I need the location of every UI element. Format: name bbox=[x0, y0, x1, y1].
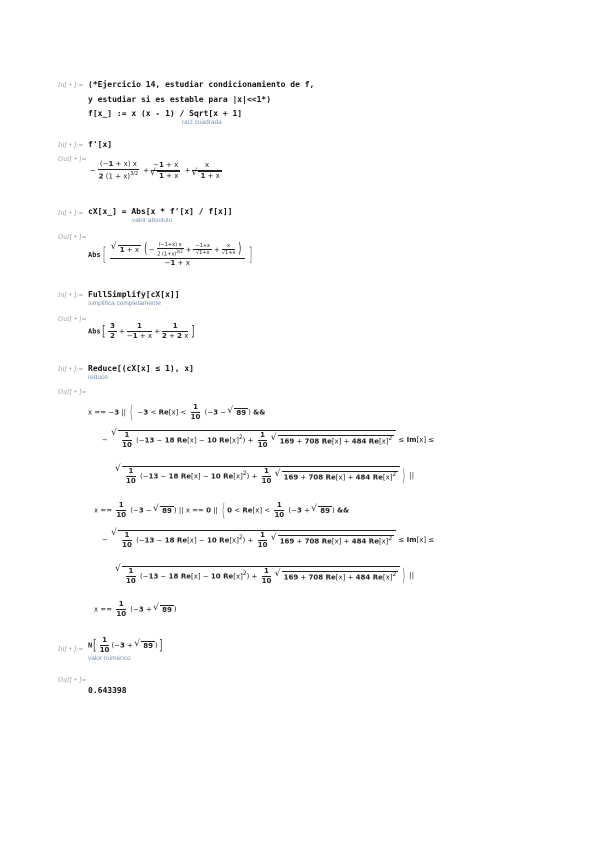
input-label: In[ • ]:= bbox=[58, 366, 84, 373]
reduce-output-line-5: − √ $\frac{1}{10}$ (−13 − 18 Re[x] − 10 $Re[x]^2$) + $\frac{1}{10}$ √ 169 + 708 Re[x] + 484 $Re[x]^2 \le Im[x]$ ≤ bbox=[102, 530, 434, 550]
input-label: In[ • ]:= bbox=[58, 646, 84, 653]
condition-number-output: Abs[ √ 1 + x (− $\frac{(-1+x) x}{2 (1+x)^{3/2}}$ + $\frac{-1+x}{√1+x}$ + $\frac{x}{√1+x}$ ) −1 + x ] bbox=[88, 242, 254, 268]
input-label: In[ • ]:= bbox=[58, 292, 84, 299]
reduce-output-line-4: x == $\frac{1}{10}$ (−3 − √ 89 ) || x == 0 || ( 0 < Re[x] < $\frac{1}{10}$ (−3 + √ 89 ) && bbox=[94, 500, 349, 521]
output-label: Out[ • ]= bbox=[58, 677, 87, 684]
fullsimplify-output: Abs[ $\frac{3}{2}$ + $\frac{1}{-1 + x}$ + $\frac{1}{2 + 2 x}$ ] bbox=[88, 322, 195, 340]
function-definition[interactable]: f[x_] := x (x - 1) / Sqrt[x + 1] bbox=[88, 109, 243, 118]
fullsimplify-input[interactable]: FullSimplify[cX[x]] bbox=[88, 290, 180, 299]
numeric-function[interactable]: N bbox=[88, 641, 93, 650]
output-label: Out[ • ]= bbox=[58, 234, 87, 241]
reduce-input[interactable]: Reduce[(cX[x] ≤ 1), x] bbox=[88, 364, 194, 373]
input-label: In[ • ]:= bbox=[58, 142, 84, 149]
sqrt-hint[interactable]: raíz cuadrada bbox=[182, 119, 222, 126]
numeric-result: 0.643398 bbox=[88, 686, 127, 695]
reduce-output-line-1: x == −3 || ( −3 < Re[x] < $\frac{1}{10}$ (−3 − √ 89 ) && bbox=[88, 402, 265, 423]
condition-number-definition[interactable]: cX[x_] = Abs[x * f'[x] / f[x]] bbox=[88, 207, 233, 216]
numeric-hint[interactable]: valor numérico bbox=[88, 655, 131, 662]
output-label: Out[ • ]= bbox=[58, 316, 87, 323]
comment-line-1[interactable]: (*Ejercicio 14, estudiar condicionamiento de f, bbox=[88, 80, 315, 89]
abs-hint[interactable]: valor absoluto bbox=[132, 217, 173, 224]
derivative-output: − $\frac{(-1 + x) x}{2 (1 + x)^{3/2}}$ + −1 + x √ 1 + x + x √ 1 + x bbox=[90, 160, 224, 181]
reduce-output-line-7: x == $\frac{1}{10}$ (−3 + √ 89 ) bbox=[94, 600, 177, 619]
output-label: Out[ • ]= bbox=[58, 156, 87, 163]
reduce-output-line-2: − √ $\frac{1}{10}$ (−13 − 18 Re[x] − 10 $Re[x]^2$) + $\frac{1}{10}$ √ 169 + 708 Re[x] + 484 $Re[x]^2 \le Im[x]$ ≤ bbox=[102, 430, 434, 450]
comment-line-2[interactable]: y estudiar si es estable para |x|<<1*) bbox=[88, 95, 272, 104]
output-label: Out[ • ]= bbox=[58, 389, 87, 396]
reduce-output-line-3: √ $\frac{1}{10}$ (−13 − 18 Re[x] − 10 $Re[x]^2$) + $\frac{1}{10}$ √ 169 + 708 Re[x] + 484 $Re[x]^2$ ) || bbox=[116, 465, 414, 486]
reduce-hint[interactable]: reduce bbox=[88, 374, 108, 381]
input-label: In[ • ]:= bbox=[58, 82, 84, 89]
fullsimplify-hint[interactable]: simplifica completamente bbox=[88, 300, 161, 307]
numeric-input[interactable]: N[ $\frac{1}{10}$ (−3 + √ 89 )] bbox=[88, 636, 163, 655]
input-label: In[ • ]:= bbox=[58, 210, 84, 217]
reduce-output-line-6: √ $\frac{1}{10}$ (−13 − 18 Re[x] − 10 $Re[x]^2$) + $\frac{1}{10}$ √ 169 + 708 Re[x] + 484 $Re[x]^2$ ) || bbox=[116, 565, 414, 586]
derivative-input[interactable]: f'[x] bbox=[88, 140, 113, 149]
